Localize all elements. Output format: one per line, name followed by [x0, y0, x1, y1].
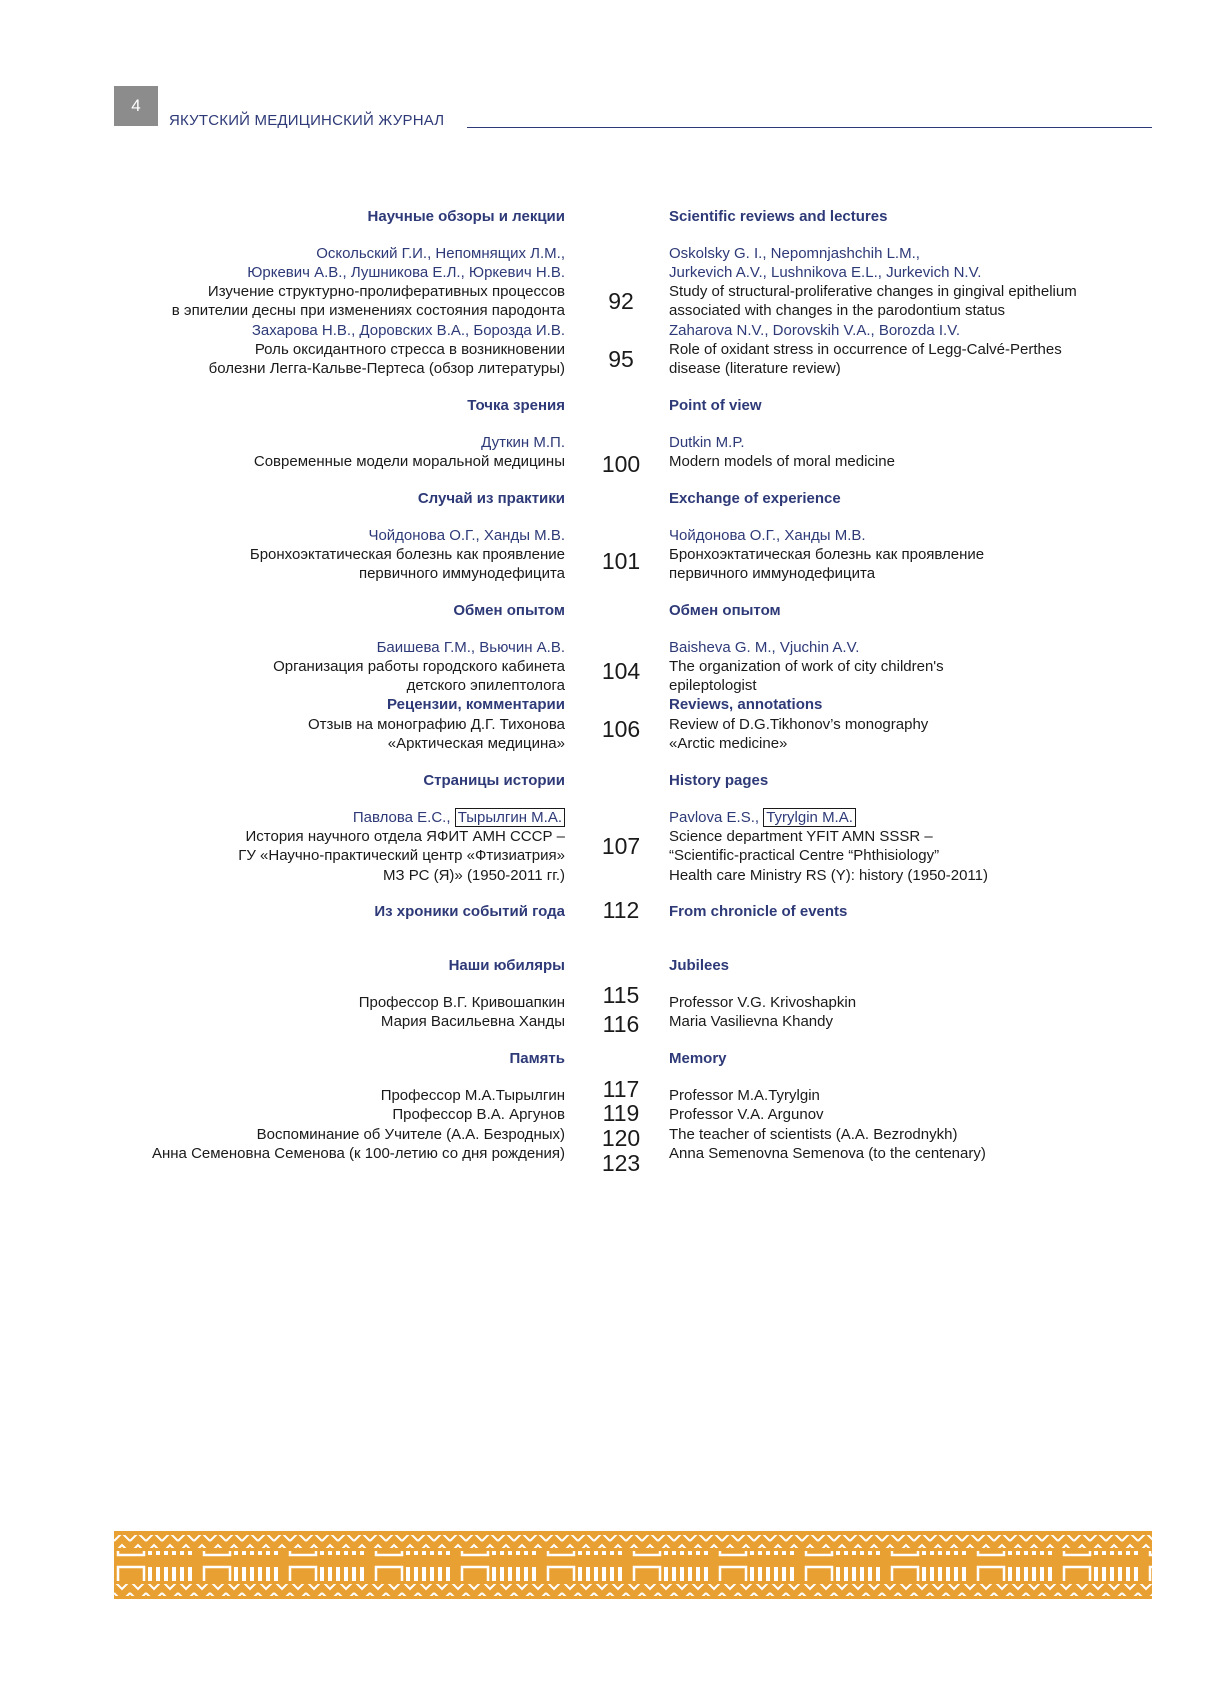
- section-heading-en: Обмен опытом: [669, 602, 781, 619]
- journal-title: ЯКУТСКИЙ МЕДИЦИНСКИЙ ЖУРНАЛ: [169, 112, 445, 129]
- page-number: 117: [602, 1076, 640, 1102]
- article-title-en: Role of oxidant stress in occurrence of Legg-Calvé-Perthes: [669, 341, 1062, 358]
- article-title-en: disease (literature review): [669, 360, 841, 377]
- article-title-en: Anna Semenovna Semenova (to the centenary): [669, 1145, 986, 1162]
- article-title-en: Study of structural-proliferative changes in gingival epithelium: [669, 283, 1077, 300]
- section-heading-ru: Научные обзоры и лекции: [367, 208, 565, 225]
- article-title-ru: первичного иммунодефицита: [358, 565, 565, 582]
- article-authors-ru: Оскольский Г.И., Непомнящих Л.М.,: [316, 245, 565, 262]
- page-number: 95: [608, 346, 634, 372]
- article-title-ru: История научного отдела ЯФИТ АМН СССР –: [245, 828, 565, 845]
- section-heading-ru: Память: [509, 1050, 565, 1067]
- page-number: 119: [602, 1100, 640, 1126]
- article-authors-ru: Захарова Н.В., Доровских В.А., Борозда И.В.: [251, 322, 565, 339]
- page-number: 100: [601, 451, 641, 477]
- article-authors-en: Dutkin M.P.: [669, 434, 745, 451]
- page-number: 120: [601, 1125, 641, 1151]
- page-number: 106: [601, 716, 641, 742]
- article-title-en: Professor M.A.Tyrylgin: [669, 1087, 820, 1104]
- page-number: 92: [608, 288, 634, 314]
- article-title-ru: Мария Васильевна Ханды: [380, 1013, 565, 1030]
- article-authors-en: Zaharova N.V., Dorovskih V.A., Borozda I.V.: [669, 322, 960, 339]
- article-title-en: Professor V.G. Krivoshapkin: [669, 994, 857, 1011]
- section-heading-ru: Из хроники событий года: [374, 903, 565, 920]
- highlighted-author: Тырылгин М.А.: [455, 808, 565, 827]
- article-authors-ru: [353, 808, 565, 827]
- article-authors-en: Чойдонова О.Г., Ханды М.В.: [669, 527, 866, 544]
- article-title-ru: Организация работы городского кабинета: [273, 658, 565, 675]
- article-title-en: The organization of work of city children's: [669, 658, 944, 675]
- article-title-en: Review of D.G.Tikhonov’s monography: [669, 716, 929, 733]
- article-title-en: “Scientific-practical Centre “Phthisiology”: [669, 847, 940, 864]
- article-title-ru: МЗ РС (Я)» (1950-2011 гг.): [383, 867, 565, 884]
- article-title-en: Бронхоэктатическая болезнь как проявление: [669, 546, 985, 563]
- page-number-badge: 4: [114, 86, 158, 126]
- article-title-ru: Изучение структурно-пролиферативных процессов: [207, 283, 565, 300]
- article-title-en: Professor V.A. Argunov: [669, 1106, 824, 1123]
- highlighted-author: Tyrylgin M.A.: [763, 808, 856, 827]
- author-name: Pavlova E.S.,: [669, 809, 764, 826]
- article-title-en: Modern models of moral medicine: [669, 453, 895, 470]
- article-authors-ru: Баишева Г.М., Вьючин А.В.: [376, 639, 565, 656]
- article-authors-en: Baisheva G. M., Vjuchin A.V.: [669, 639, 860, 656]
- article-title-ru: Роль оксидантного стресса в возникновении: [254, 341, 565, 358]
- author-name: Павлова Е.С.,: [352, 809, 455, 826]
- article-authors-ru: Чойдонова О.Г., Ханды М.В.: [368, 527, 565, 544]
- ornament-border: [114, 1531, 1152, 1599]
- section-heading-ru: Точка зрения: [467, 397, 565, 414]
- article-authors-en: Oskolsky G. I., Nepomnjashchih L.M.,: [669, 245, 920, 262]
- section-heading-en: From chronicle of events: [669, 903, 848, 920]
- article-title-en: первичного иммунодефицита: [669, 565, 876, 582]
- article-title-en: associated with changes in the parodontium status: [669, 302, 1006, 319]
- section-heading-en: Reviews, annotations: [669, 696, 823, 713]
- section-heading-en: Jubilees: [669, 957, 730, 974]
- page-number: 107: [601, 833, 641, 859]
- page-number: 123: [601, 1150, 641, 1176]
- article-title-en: Maria Vasilievna Khandy: [669, 1013, 833, 1030]
- section-heading-ru: Рецензии, комментарии: [387, 696, 565, 713]
- article-title-ru: Воспоминание об Учителе (А.А. Безродных): [256, 1126, 565, 1143]
- section-heading-en: Scientific reviews and lectures: [669, 208, 888, 225]
- section-heading-en: Memory: [669, 1050, 727, 1067]
- section-heading-ru: Обмен опытом: [453, 602, 565, 619]
- page-number: 116: [602, 1011, 640, 1037]
- section-heading-ru: Наши юбиляры: [448, 957, 565, 974]
- article-title-ru: «Арктическая медицина»: [387, 735, 565, 752]
- article-authors-ru: Дуткин М.П.: [481, 434, 565, 451]
- article-title-ru: Отзыв на монографию Д.Г. Тихонова: [308, 716, 565, 733]
- header-rule: [467, 127, 1152, 128]
- section-heading-en: Point of view: [669, 397, 762, 414]
- article-title-ru: болезни Легга-Кальве-Пертеса (обзор литературы): [208, 360, 565, 377]
- page-number: 112: [602, 897, 640, 923]
- article-title-ru: Бронхоэктатическая болезнь как проявление: [249, 546, 565, 563]
- article-title-ru: ГУ «Научно-практический центр «Фтизиатрия»: [238, 847, 565, 864]
- article-authors-ru: Юркевич А.В., Лушникова Е.Л., Юркевич Н.В.: [247, 264, 565, 281]
- page-number: 104: [601, 658, 641, 684]
- article-title-ru: Профессор М.А.Тырылгин: [380, 1087, 565, 1104]
- section-heading-en: History pages: [669, 772, 769, 789]
- article-title-ru: Профессор В.Г. Кривошапкин: [358, 994, 565, 1011]
- article-title-en: Science department YFIT AMN SSSR –: [669, 828, 933, 845]
- article-title-ru: Профессор В.А. Аргунов: [392, 1106, 565, 1123]
- section-heading-en: Exchange of experience: [669, 490, 841, 507]
- article-title-en: The teacher of scientists (A.A. Bezrodnykh): [669, 1126, 958, 1143]
- article-title-en: «Arctic medicine»: [669, 735, 788, 752]
- article-title-ru: Анна Семеновна Семенова (к 100-летию со дня рождения): [151, 1145, 565, 1162]
- article-authors-en: Jurkevich A.V., Lushnikova E.L., Jurkevich N.V.: [669, 264, 982, 281]
- article-title-en: epileptologist: [669, 677, 757, 694]
- article-title-ru: Современные модели моральной медицины: [253, 453, 565, 470]
- article-title-ru: в эпителии десны при изменениях состояния пародонта: [171, 302, 565, 319]
- page-number: 101: [601, 548, 641, 574]
- section-heading-ru: Случай из практики: [417, 490, 565, 507]
- section-heading-ru: Страницы истории: [423, 772, 565, 789]
- article-authors-en: [669, 808, 856, 827]
- article-title-ru: детского эпилептолога: [406, 677, 565, 694]
- article-title-en: Health care Ministry RS (Y): history (1950-2011): [669, 867, 988, 884]
- page-number: 115: [602, 982, 640, 1008]
